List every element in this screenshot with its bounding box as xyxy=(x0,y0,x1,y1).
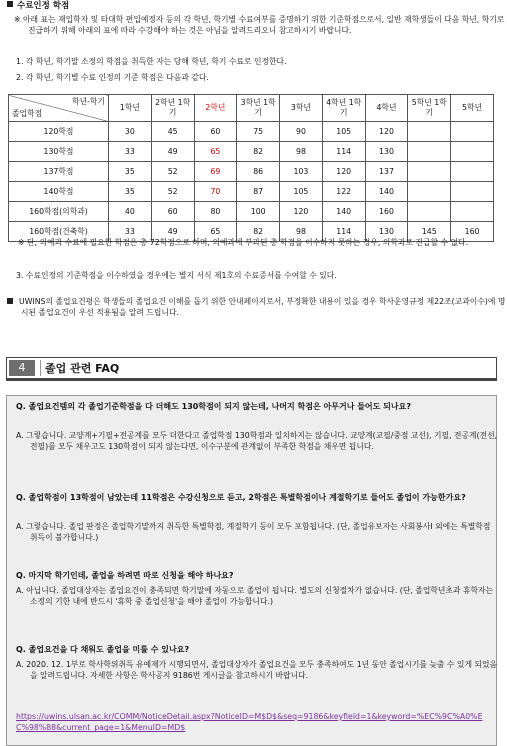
table-cell: 160 xyxy=(365,202,408,222)
credit-table xyxy=(8,94,494,242)
table-header-row xyxy=(9,95,494,122)
table-cell: 100 xyxy=(237,202,280,222)
table-cell: 65 xyxy=(194,222,237,242)
table-cell: 114 xyxy=(322,222,365,242)
table-cell: 70 xyxy=(194,182,237,202)
divider xyxy=(40,360,41,376)
table-header: 2학년 xyxy=(194,95,237,122)
faq-question: Q. 졸업요건템의 각 졸업기준학점을 다 더해도 130학점이 되지 않는데, 나머지 학점은 아무거나 들어도 되나요? xyxy=(16,402,411,411)
table-row xyxy=(9,202,494,222)
table-cell: 120 xyxy=(365,122,408,142)
faq-section-header xyxy=(6,357,497,381)
corner-bottom-label: 졸업학점 xyxy=(12,109,43,119)
table-cell: 82 xyxy=(237,142,280,162)
table-cell: 103 xyxy=(280,162,323,182)
table-cell: 49 xyxy=(151,142,194,162)
table-cell: 69 xyxy=(194,162,237,182)
table-cell: 65 xyxy=(194,142,237,162)
table-cell: 122 xyxy=(322,182,365,202)
table-cell: 45 xyxy=(151,122,194,142)
uwins-notice-text: UWINS의 졸업요건평은 학생들의 졸업요건 이해를 돕기 위한 안내페이지로서, 부정확한 내용이 있을 경우 학사운영규정 제22조(교과이수)에 명시된 졸업요건이 우선 적용됨을 알려 드립니다. xyxy=(19,297,506,318)
table-cell: 40 xyxy=(109,202,152,222)
table-cell: 145 xyxy=(408,222,451,242)
rule-item-1: 1. 각 학년, 학기말 소정의 학점을 취득한 자는 당해 학년, 학기 수료로 인정한다. xyxy=(16,57,287,66)
table-header: 4학년 1학기 xyxy=(322,95,365,122)
row-label: 160학점(건축학) xyxy=(9,222,109,242)
section-number-badge: 4 xyxy=(9,360,35,376)
table-header: 2학년 1학기 xyxy=(151,95,194,122)
table-cell: 82 xyxy=(237,222,280,242)
row-label: 160학점(의학과) xyxy=(9,202,109,222)
bullet-square-icon xyxy=(7,1,13,7)
table-cell: 75 xyxy=(237,122,280,142)
section-heading xyxy=(7,0,69,12)
faq-answer: A. 2020. 12. 1부로 학사학위취득 유예제가 시행되면서, 졸업대상자가 졸업요건을 모두 충족하여도 1년 동안 졸업시기를 늦출 수 있게 되었음을 알려드립니다. 자세한 사항은 학사공지 9186번 게시글을 참고하시기 바랍니다. xyxy=(16,660,498,681)
table-corner-cell xyxy=(9,95,109,122)
table-cell: 160 xyxy=(451,222,494,242)
faq-answer: A. 그렇습니다. 졸업 판정은 졸업학기말까지 취득한 특별학점, 계절학기 등이 모두 포함됩니다. (단, 졸업유보자는 사회봉사Ⅰ 외에는 특별학점 취득이 불가합니다.) xyxy=(16,522,491,543)
table-cell: 105 xyxy=(322,122,365,142)
notice-link[interactable]: https://uwins.ulsan.ac.kr/COMM/NoticeDetail.aspx?NoticeID=M$D$&seq=9186&keyfield=1&keyword=%EC%9C%A0%EC%98%88&current_page=1&MenuID=MD$ xyxy=(16,712,483,733)
table-cell: 120 xyxy=(280,202,323,222)
table-header: 1학년 xyxy=(109,95,152,122)
faq-question: Q. 졸업요건을 다 채워도 졸업을 미룰 수 있나요? xyxy=(16,645,190,654)
table-cell: 137 xyxy=(365,162,408,182)
table-cell xyxy=(451,202,494,222)
table-row xyxy=(9,162,494,182)
table-header: 5학년 xyxy=(451,95,494,122)
table-cell: 98 xyxy=(280,222,323,242)
table-cell: 49 xyxy=(151,222,194,242)
faq-question: Q. 졸업학점이 13학점이 남았는데 11학점은 수강신청으로 듣고, 2학점은 특별학점이나 계절학기로 들어도 졸업이 가능한가요? xyxy=(16,493,466,502)
table-cell: 35 xyxy=(109,162,152,182)
table-cell: 98 xyxy=(280,142,323,162)
table-cell: 33 xyxy=(109,142,152,162)
table-cell xyxy=(408,122,451,142)
table-cell xyxy=(451,162,494,182)
table-cell: 30 xyxy=(109,122,152,142)
bullet-square-icon xyxy=(7,298,13,304)
faq-answer: A. 아닙니다. 졸업대상자는 졸업요건이 충족되면 학기말에 자동으로 졸업이 됩니다. 별도의 신청절차가 없습니다. (단, 졸업학년초과 휴학자는 소정의 기한 내에 반드시 '휴학 중 졸업신청'을 해야 졸업이 가능합니다.) xyxy=(16,586,494,607)
table-cell xyxy=(408,142,451,162)
table-cell: 60 xyxy=(194,122,237,142)
uwins-notice xyxy=(7,296,507,319)
rule-item-3: 3. 수료인정의 기준학점을 이수하였을 경우에는 별지 서식 제1호의 수료증서를 수여할 수 있다. xyxy=(16,271,337,280)
table-cell: 87 xyxy=(237,182,280,202)
table-cell: 35 xyxy=(109,182,152,202)
faq-question: Q. 마지막 학기인데, 졸업을 하려면 따로 신청을 해야 하나요? xyxy=(16,571,234,580)
section-title: 수료인정 학점 xyxy=(17,1,70,11)
table-cell: 80 xyxy=(194,202,237,222)
row-label: 140학점 xyxy=(9,182,109,202)
row-label: 137학점 xyxy=(9,162,109,182)
table-cell xyxy=(451,122,494,142)
table-cell xyxy=(408,202,451,222)
table-cell: 114 xyxy=(322,142,365,162)
table-cell: 130 xyxy=(365,142,408,162)
table-header: 3학년 xyxy=(280,95,323,122)
intro-note: ※ 아래 표는 재입학자 및 타대학 편입예정자 등의 각 학년, 학기별 수료여부를 증명하기 위한 기준학점으로서, 일반 재학생들이 다음 학년, 학기로 진급하기 위해 아래의 표에 따라 수강해야 하는 것은 아님을 알려드리오니 참고하시기 바랍니다. xyxy=(14,15,505,36)
table-cell: 60 xyxy=(151,202,194,222)
table-cell: 90 xyxy=(280,122,323,142)
rule-item-2: 2. 각 학년, 학기별 수료 인정의 기준 학점은 다음과 같다. xyxy=(16,73,209,82)
corner-top-label: 학년-학기 xyxy=(72,97,105,106)
table-cell: 130 xyxy=(365,222,408,242)
table-row xyxy=(9,122,494,142)
table-row xyxy=(9,182,494,202)
table-row xyxy=(9,142,494,162)
row-label: 130학점 xyxy=(9,142,109,162)
faq-answer: A. 그렇습니다. 교양계+기필+전공계를 모두 더한다고 졸업학점 130학점과 일치하지는 않습니다. 교양계(교필/중점 교선), 기필, 전공계(전선,전필)를 모두 채우고도 130학점이 되지 않는다면, 이수구분에 관계없이 부족한 학점을 채우면 됩니다. xyxy=(16,431,498,452)
table-cell: 86 xyxy=(237,162,280,182)
table-cell: 105 xyxy=(280,182,323,202)
faq-title: 졸업 관련 FAQ xyxy=(45,362,120,375)
table-cell xyxy=(451,142,494,162)
table-header: 5학년 1학기 xyxy=(408,95,451,122)
table-cell: 52 xyxy=(151,162,194,182)
table-cell: 33 xyxy=(109,222,152,242)
table-cell xyxy=(408,182,451,202)
table-cell: 52 xyxy=(151,182,194,202)
row-label: 120학점 xyxy=(9,122,109,142)
table-header: 4학년 xyxy=(365,95,408,122)
table-cell: 140 xyxy=(322,202,365,222)
table-header: 3학년 1학기 xyxy=(237,95,280,122)
premed-note: ※ 단, 의예과 수료에 필요한 학점은 총 72학점으로 하며, 의예과에 부과된 총 학점을 이수하지 못하는 경우, 의학과로 진급할 수 없다. xyxy=(18,238,469,247)
table-cell: 140 xyxy=(365,182,408,202)
table-cell xyxy=(451,182,494,202)
table-cell: 120 xyxy=(322,162,365,182)
table-cell xyxy=(408,162,451,182)
